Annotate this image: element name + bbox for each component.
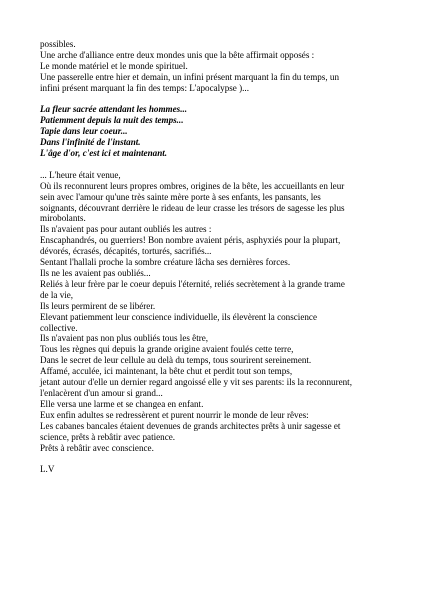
poem-line: Patiemment depuis la nuit des temps... [40, 115, 184, 126]
text-line: Une passerelle entre hier et demain, un infini présent marquant la fin du temps, un [40, 71, 339, 82]
poem-stanza [40, 104, 390, 159]
poem-line: Dans l'infinité de l'instant. [40, 137, 141, 148]
text-line: sein avec l'amour qu'une très sainte mère porte à ses enfants, les pansants, les [40, 191, 321, 202]
text-line: Reliés à leur frère par le coeur depuis l'éternité, reliés secrètement à la grande trame [40, 278, 345, 289]
text-line: Sentant l'hallali proche la sombre créature lâcha ses dernières forces. [40, 257, 291, 268]
text-line: l'enlacèrent d'un amour si grand... [40, 387, 163, 398]
text-line: Les cabanes bancales étaient devenues de grands architectes prêts à unir sagesse et [40, 420, 341, 431]
intro-paragraph [40, 39, 390, 94]
spacer [40, 159, 390, 170]
text-line: Ils n'avaient pas non plus oubliés tous les être, [40, 333, 209, 344]
text-line: Ils leurs permirent de se libérer. [40, 300, 156, 311]
text-line: collective. [40, 322, 78, 333]
text-line: Ils ne les avaient pas oubliés... [40, 268, 151, 278]
spacer [40, 453, 390, 464]
text-line: possibles. [40, 39, 76, 49]
spacer [40, 94, 390, 105]
text-line: jetant autour d'elle un dernier regard angoissé elle y vit ses parents: ils la reconnurent, [40, 377, 352, 388]
text-line: mirobolants. [40, 213, 86, 224]
poem-line: Tapie dans leur coeur... [40, 126, 128, 137]
text-line: Une arche d'alliance entre deux mondes unis que la bête affirmait opposés : [40, 49, 315, 60]
story-paragraph [40, 170, 390, 454]
poem-line: L'âge d'or, c'est ici et maintenant. [40, 148, 168, 159]
text-line: Enscaphandrés, ou guerriers! Bon nombre avaient péris, asphyxiés pour la plupart, [40, 235, 341, 246]
text-line: Où ils reconnurent leurs propres ombres, origines de la bête, les accueillants en leur [40, 180, 345, 191]
document-page [40, 39, 390, 475]
text-line: Ils n'avaient pas pour autant oubliés les autres : [40, 224, 212, 235]
text-line: de la vie, [40, 289, 74, 300]
text-line: Eux enfin adultes se redressèrent et purent nourrir le monde de leur rêves: [40, 409, 309, 420]
text-line: Elle versa une larme et se changea en enfant. [40, 398, 204, 409]
text-line: ... L'heure était venue, [40, 169, 121, 180]
signature: L.V [40, 464, 55, 475]
text-line: dévorés, écrasés, décapités, torturés, sacrifiés... [40, 246, 212, 257]
text-line: Le monde matériel et le monde spirituel. [40, 60, 188, 71]
text-line: Prêts à rebâtir avec conscience. [40, 442, 154, 453]
text-line: Tous les règnes qui depuis la grande origine avaient foulés cette terre, [40, 344, 294, 355]
text-line: Dans le secret de leur cellule au delà du temps, tous sourirent sereinement. [40, 355, 312, 366]
text-line: science, prêts à rebâtir avec patience. [40, 431, 176, 442]
text-line: Affamé, acculée, ici maintenant, la bête chut et perdit tout son temps, [40, 366, 293, 377]
text-line: soignants, découvrant derrière le rideau de leur crasse les trésors de sagesse les plus [40, 202, 345, 213]
text-line: Elevant patiemment leur conscience individuelle, ils élevèrent la conscience [40, 311, 317, 322]
text-line: infini présent marquant la fin des temps: L'apocalypse )... [40, 82, 249, 93]
poem-line: La fleur sacrée attendant les hommes... [40, 104, 188, 115]
